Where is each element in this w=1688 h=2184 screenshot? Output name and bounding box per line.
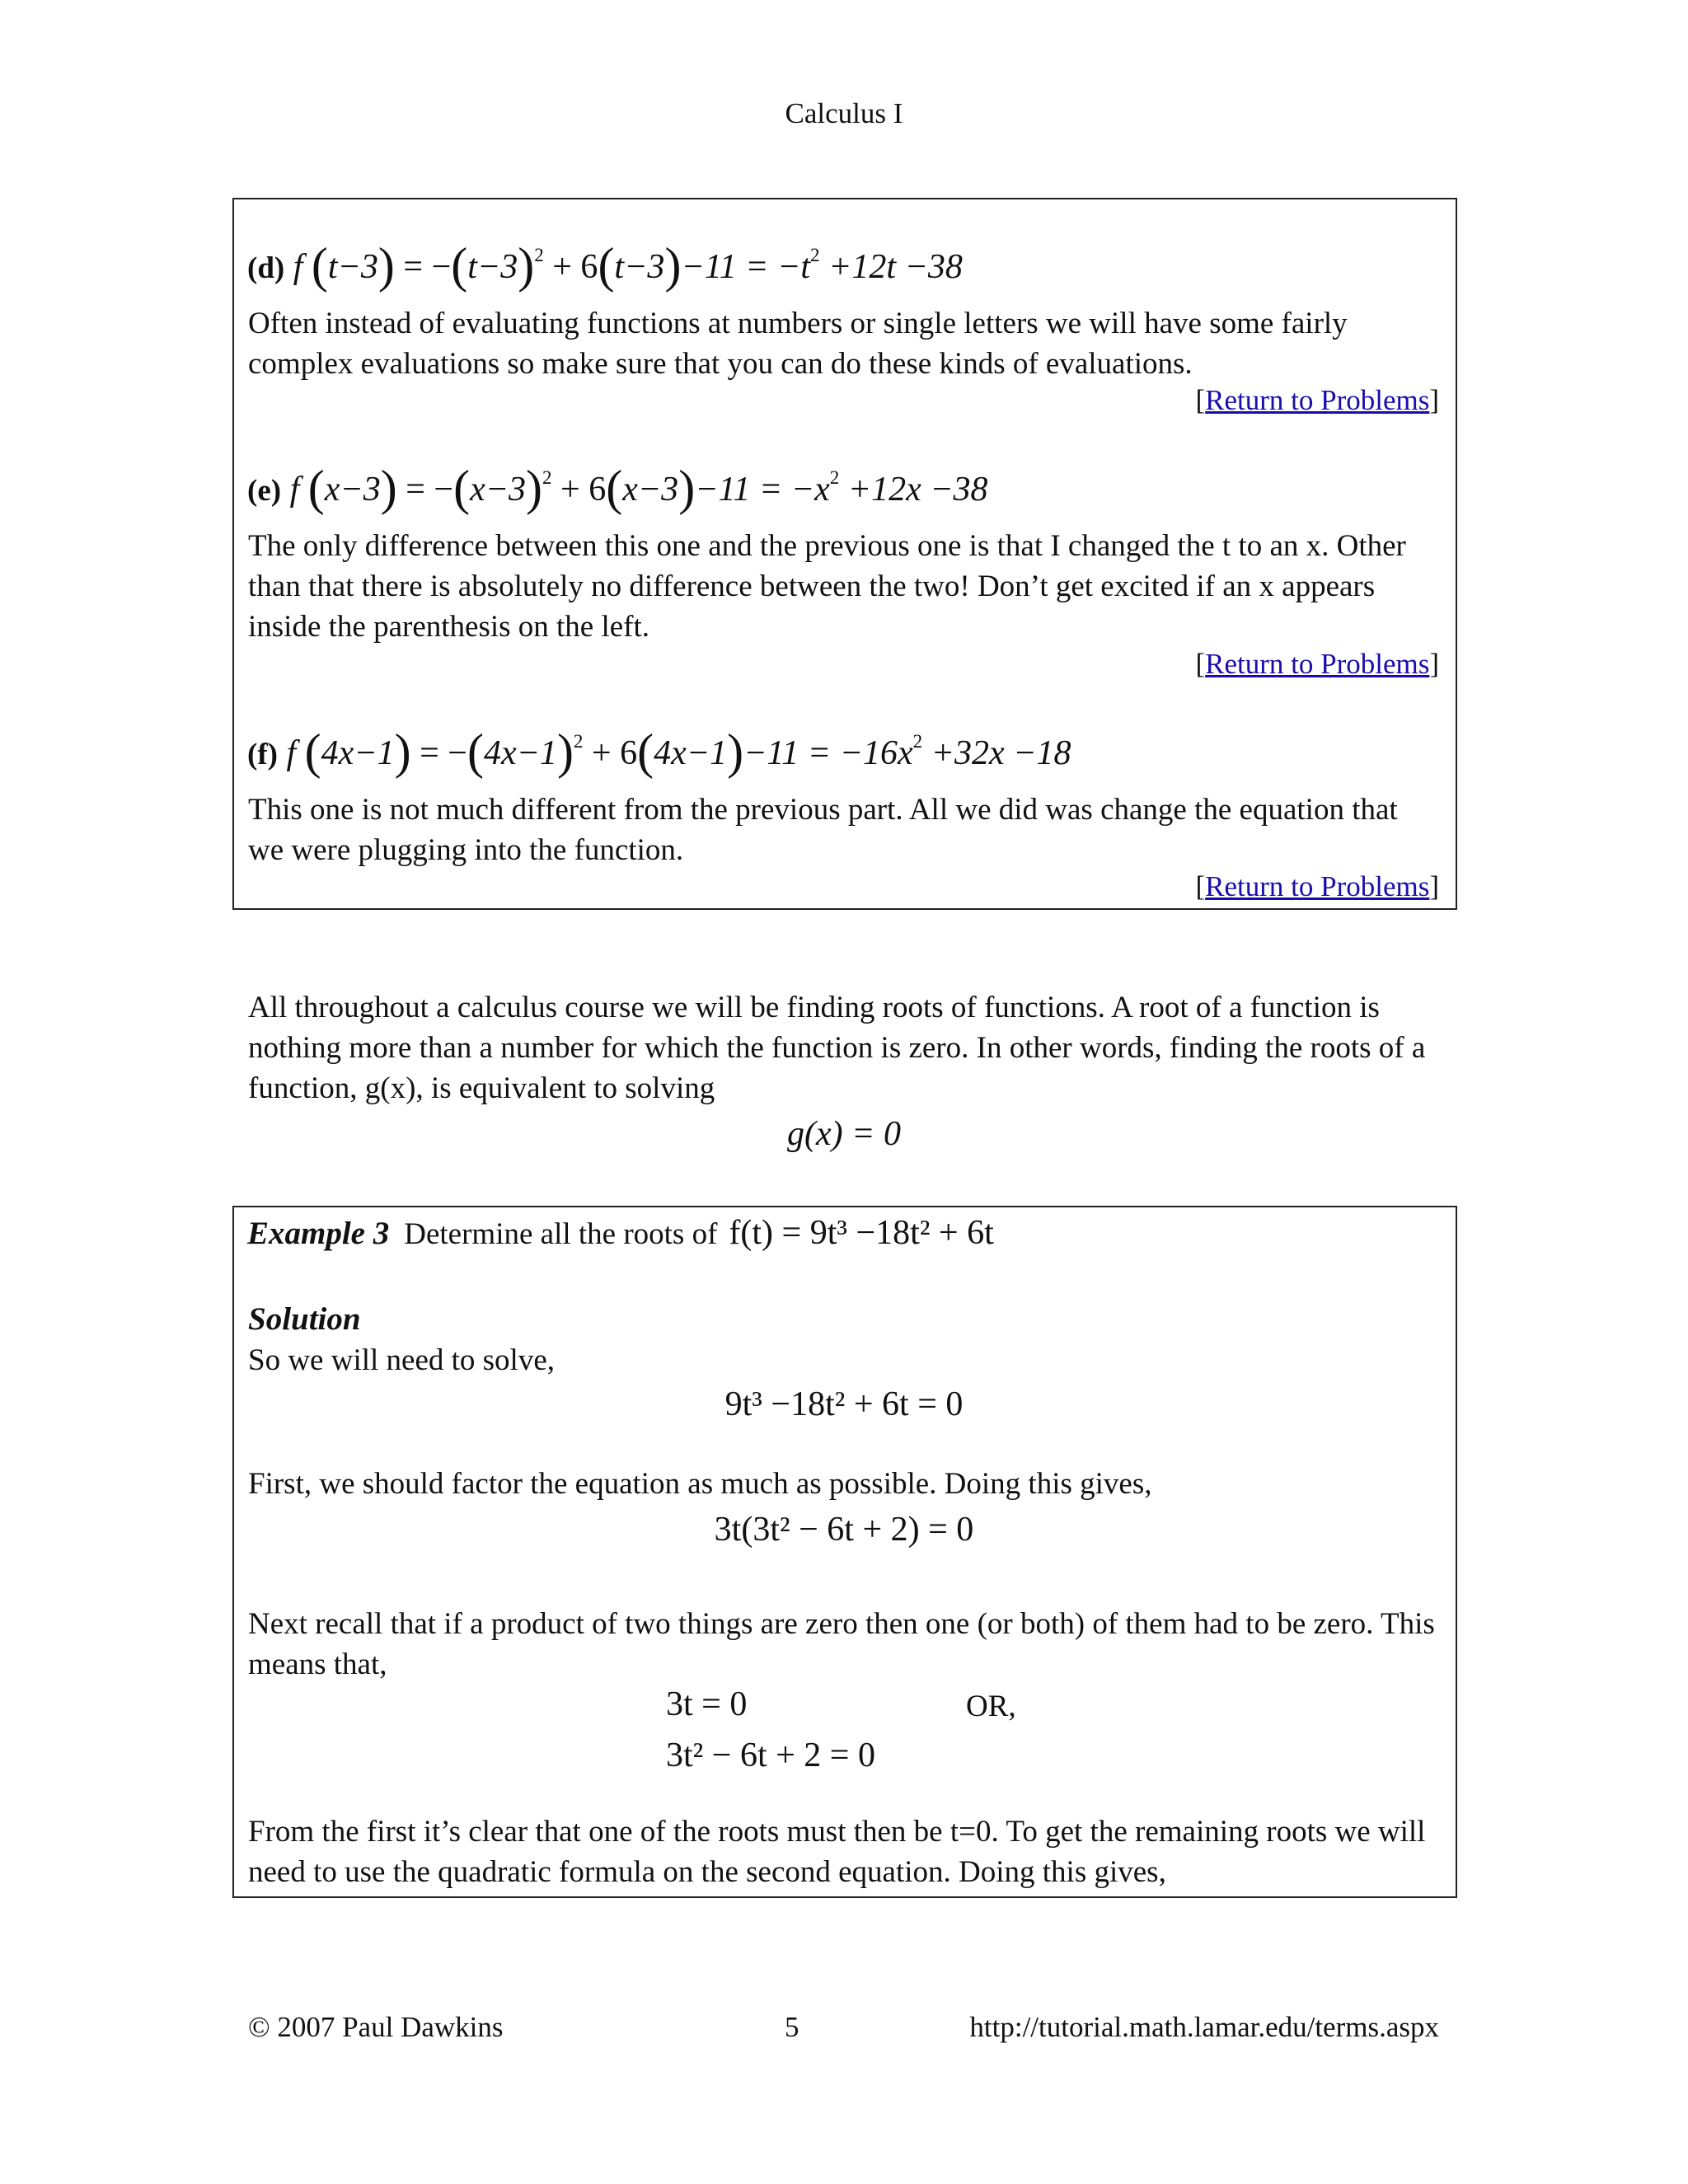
equation-factored: 3t(3t² − 6t + 2) = 0	[714, 1511, 974, 1549]
part-f-return-link[interactable]: [Return to Problems]	[1195, 870, 1439, 902]
return-to-problems-link[interactable]: Return to Problems	[1205, 384, 1430, 416]
part-e-label: (e)	[247, 474, 282, 508]
factor-intro: First, we should factor the equation as much as possible. Doing this gives,	[248, 1467, 1152, 1501]
equation-3t-zero: 3t = 0	[666, 1685, 748, 1723]
part-f-label: (f)	[247, 738, 278, 771]
solution-label: Solution	[248, 1301, 361, 1337]
conclusion-paragraph: From the first it’s clear that one of the roots must then be t=0. To get the remaining roots we will need to use the quadratic formula on the second equation. Doing this gives,	[248, 1815, 1426, 1889]
example-3-heading	[247, 1213, 994, 1254]
footer-page-number: 5	[785, 2011, 799, 2043]
example-3-prompt: Determine all the roots of	[404, 1217, 718, 1251]
footer-copyright: © 2007 Paul Dawkins	[248, 2011, 504, 2043]
roots-definition-equation: g(x) = 0	[787, 1115, 901, 1153]
or-label: OR,	[966, 1690, 1016, 1723]
part-d-explanation: Often instead of evaluating functions at numbers or single letters we will have some fairly complex evaluations so make sure that you can do these kinds of evaluations.	[248, 307, 1348, 381]
example-3-box	[232, 1206, 1457, 1898]
return-to-problems-link[interactable]: Return to Problems	[1205, 870, 1430, 902]
zero-product-paragraph: Next recall that if a product of two things are zero then one (or both) of them had to be zero. This means that,	[248, 1607, 1435, 1681]
page-header: Calculus I	[785, 97, 903, 129]
equation-cubic: 9t³ −18t² + 6t = 0	[724, 1385, 964, 1423]
roots-intro-paragraph: All throughout a calculus course we will be finding roots of functions. A root of a function is nothing more than a number for which the function is zero. In other words, finding the roots of a function, g(x), is equivalent to solving	[248, 991, 1426, 1105]
footer-url: http://tutorial.math.lamar.edu/terms.aspx	[969, 2011, 1439, 2043]
solve-intro: So we will need to solve,	[248, 1343, 556, 1377]
equation-quadratic: 3t² − 6t + 2 = 0	[666, 1736, 875, 1774]
part-f-equation: (f) f $(4x-1) = -(4x-1)^2 + 6(4x-1)-11 = -16x^2 +32x -18$	[247, 724, 1071, 779]
part-d-label: (d)	[247, 251, 285, 285]
part-d-return-link[interactable]: [Return to Problems]	[1195, 384, 1439, 416]
part-e-explanation: The only difference between this one and the previous one is that I changed the t to an x. Other than that there is absolutely no difference between the two! Don’t get excited if an x appears inside the parenthesis on the left.	[248, 529, 1406, 644]
example-3-function: f(t) = 9t³ −18t² + 6t	[729, 1214, 994, 1252]
example-3-title: Example 3	[247, 1216, 390, 1251]
part-d-equation: (d) f $(t-3) = -(t-3)^2 + 6(t-3)-11 = -t^2 +12t -38$	[247, 238, 963, 293]
part-f-explanation: This one is not much different from the previous part. All we did was change the equation that we were plugging into the function.	[248, 793, 1398, 867]
part-e-return-link[interactable]: [Return to Problems]	[1195, 648, 1439, 680]
return-to-problems-link[interactable]: Return to Problems	[1205, 648, 1430, 680]
part-e-equation: (e) f $(x-3) = -(x-3)^2 + 6(x-3)-11 = -x^2 +12x -38$	[247, 461, 988, 515]
